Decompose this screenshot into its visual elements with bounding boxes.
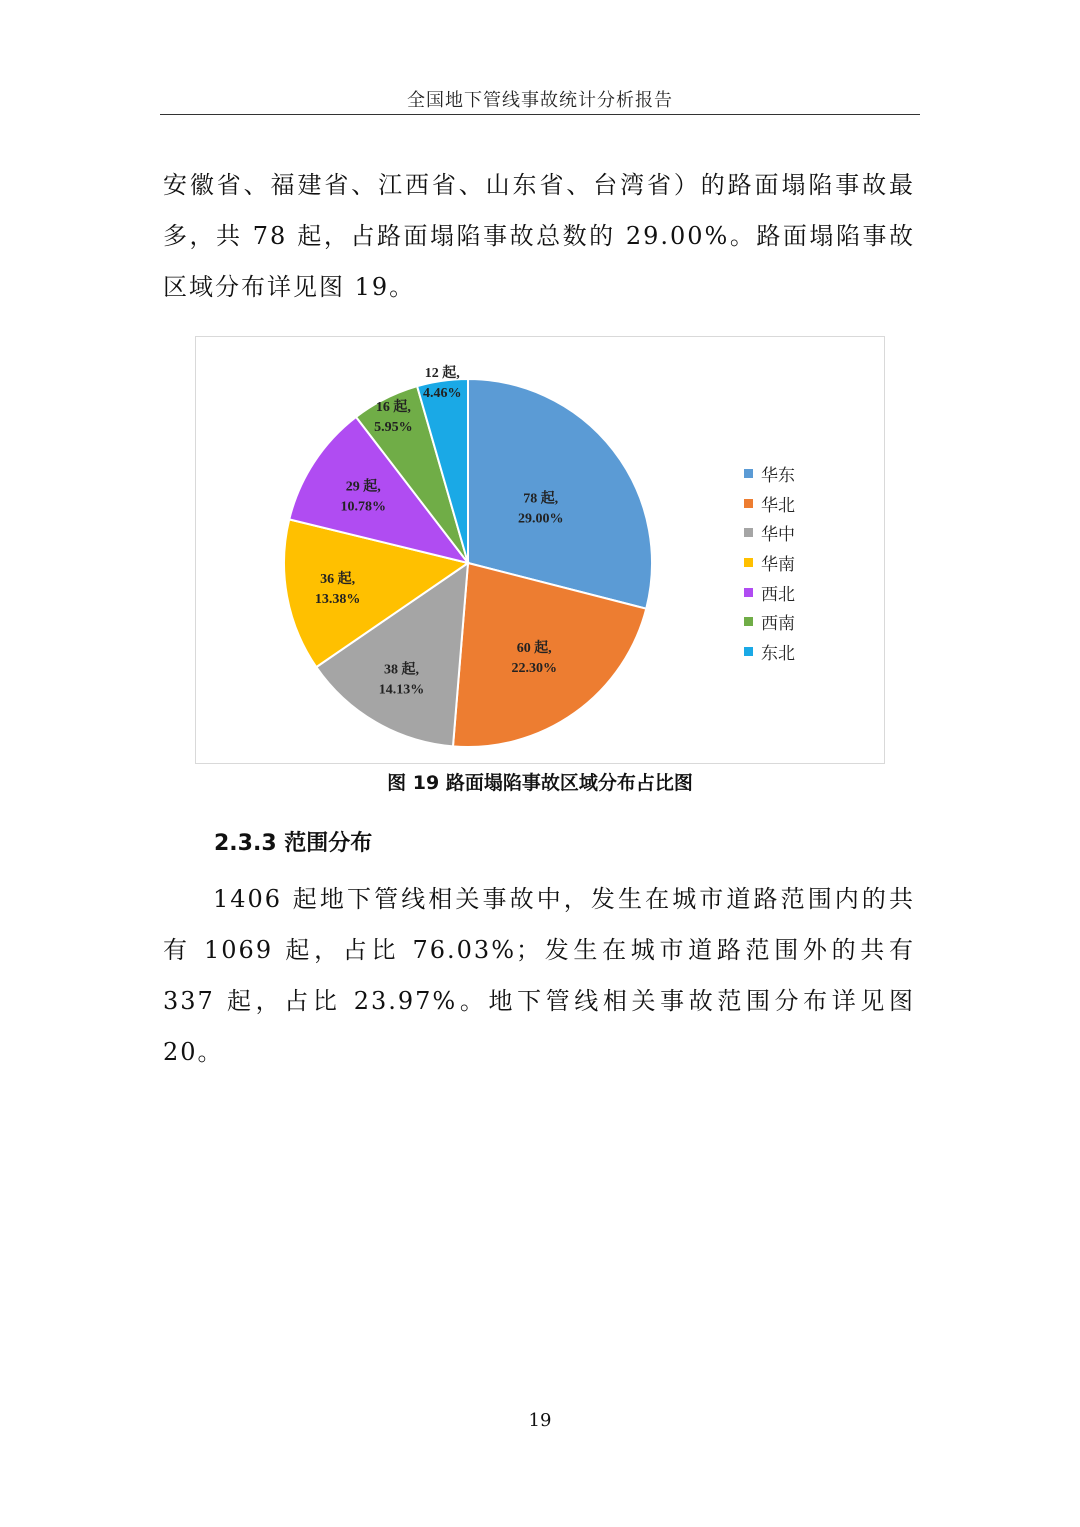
legend-item-southwest [744,607,795,637]
pie-data-label-central: 14.13% [378,682,425,698]
legend-label: 西南 [761,614,795,635]
pie-data-label-north: 60 起, [516,640,552,656]
body-paragraph-1: 安徽省、福建省、江西省、山东省、台湾省）的路面塌陷事故最多，共 78 起，占路面塌陷事故总数的 29.00%。路面塌陷事故区域分布详见图 19。 [163,171,915,301]
legend-item-northwest [744,577,795,607]
pie-data-label-northeast: 4.46% [423,385,462,401]
section-heading: 2.3.3 范围分布 [214,831,373,856]
legend-label: 西北 [761,584,795,605]
legend-swatch [744,647,753,656]
legend-label: 华中 [761,525,795,546]
header-rule [160,114,920,115]
legend-label: 华南 [761,555,795,576]
pie-data-label-south: 36 起, [320,571,356,587]
legend-item-north [744,489,795,519]
pie-data-label-south: 13.38% [314,591,361,607]
legend-swatch [744,558,753,567]
legend-label: 华东 [761,466,795,487]
pie-chart-frame [195,336,885,764]
legend-swatch [744,588,753,597]
chart-legend [744,459,795,666]
legend-swatch [744,469,753,478]
pie-data-label-northeast: 12 起, [424,365,460,381]
pie-data-label-northwest: 10.78% [340,499,386,515]
figure-caption: 图 19 路面塌陷事故区域分布占比图 [387,772,693,794]
page-number: 19 [528,1410,552,1431]
pie-data-label-north: 22.30% [511,660,557,676]
legend-swatch [744,617,753,626]
legend-item-central [744,518,795,548]
legend-item-northeast [744,637,795,667]
legend-item-east [744,459,795,489]
pie-data-label-southwest: 5.95% [374,420,413,436]
pie-data-label-southwest: 16 起, [375,400,411,416]
legend-label: 东北 [761,643,795,664]
running-header: 全国地下管线事故统计分析报告 [407,90,673,111]
legend-item-south [744,548,795,578]
legend-swatch [744,499,753,508]
body-paragraph-2: 1406 起地下管线相关事故中，发生在城市道路范围内的共有 1069 起，占比 76.03%；发生在城市道路范围外的共有 337 起，占比 23.97%。地下管线相关事故范围分布详见图 20。 [163,885,915,1066]
pie-data-label-east: 78 起, [523,491,559,507]
legend-swatch [744,528,753,537]
pie-data-label-central: 38 起, [384,662,420,678]
pie-data-label-east: 29.00% [517,511,564,527]
legend-label: 华北 [761,495,795,516]
pie-data-label-northwest: 29 起, [345,479,381,495]
